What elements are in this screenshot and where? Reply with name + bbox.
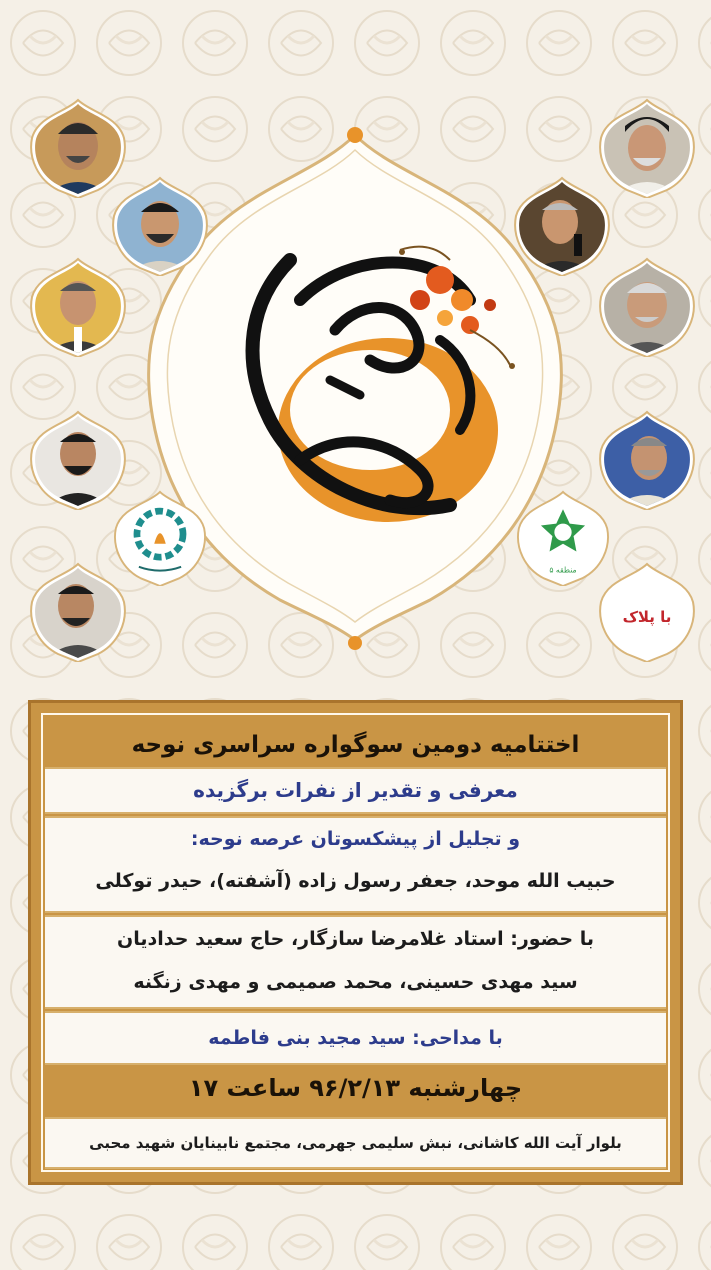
veterans-line: حبیب الله موحد، جعفر رسول زاده (آشفته)، حیدر توکلی	[95, 870, 616, 892]
honoring-panel	[45, 816, 666, 913]
event-title: اختتامیه دومین سوگواره سراسری نوحه	[45, 725, 666, 765]
event-address: بلوار آیت الله کاشانی، نبش سلیمی جهرمی، مجتمع نابینایان شهید محبی	[45, 1117, 666, 1169]
portrait-right-1	[597, 98, 697, 198]
eulogist-line: با مداحی: سید مجید بنی فاطمه	[45, 1011, 666, 1065]
balak-logo	[597, 562, 697, 662]
presence-line-1: با حضور: استاد غلامرضا سازگار، حاج سعید حدادیان	[117, 928, 594, 950]
presence-line-2: سید مهدی حسینی، محمد صمیمی و مهدی زنگنه	[133, 971, 578, 993]
event-info-box	[28, 700, 683, 1185]
balak-logo-text: با پلاک	[622, 608, 672, 626]
presence-panel	[45, 915, 666, 1009]
portrait-left-3	[28, 257, 128, 357]
portrait-right-4	[597, 410, 697, 510]
organization-logo-left	[112, 490, 208, 586]
honoring-line: و تجلیل از پیشکسوتان عرصه نوحه:	[190, 828, 521, 850]
event-date: چهارشنبه ۹۶/۲/۱۳ ساعت ۱۷	[45, 1065, 666, 1111]
selection-line: معرفی و تقدیر از نفرات برگزیده	[45, 767, 666, 814]
portrait-right-3	[597, 257, 697, 357]
district-label: منطقه ۵	[549, 565, 577, 575]
